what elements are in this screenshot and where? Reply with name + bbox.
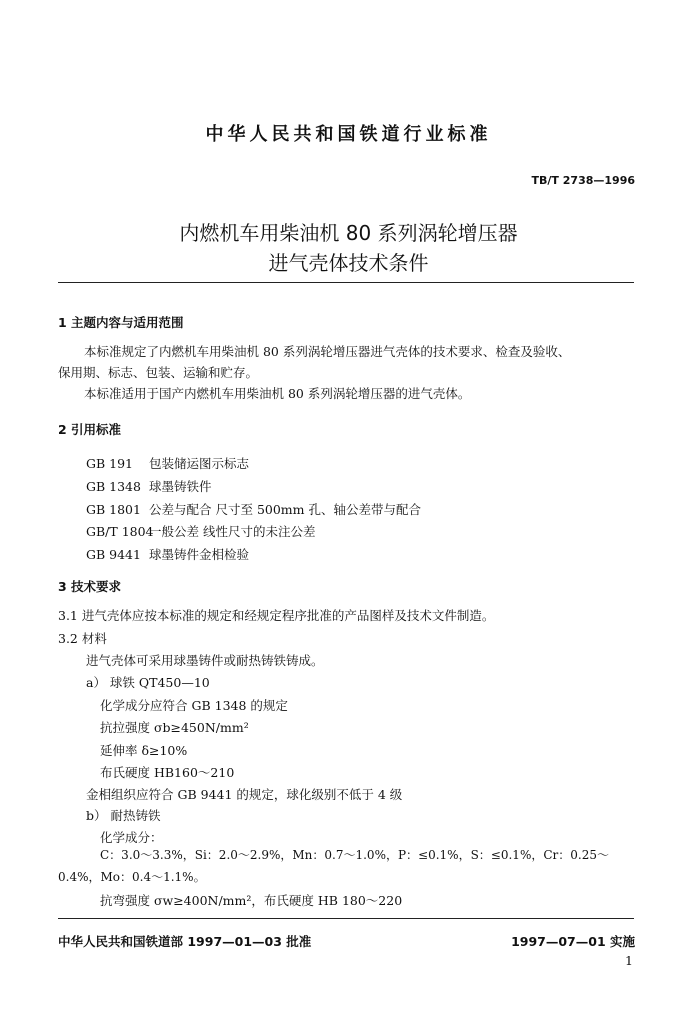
page-number: 1: [625, 953, 633, 968]
ref-title: 包装储运图示标志: [149, 456, 250, 471]
material-b-chem-line2: 0.4%，Mo：0.4～1.1%。: [58, 870, 206, 884]
ref-title: 一般公差 线性尺寸的未注公差: [149, 524, 316, 539]
ref-code: GB 1801: [86, 502, 141, 517]
material-a-elongation: 延伸率 δ≥10%: [100, 743, 188, 758]
title-divider: [58, 282, 634, 283]
material-b-chem-label: 化学成分：: [100, 830, 163, 845]
clause-3-2: 3.2 材料: [58, 631, 107, 646]
section1-para1-line2: 保用期、标志、包装、运输和贮存。: [58, 365, 259, 380]
ref-title: 球墨铸铁件: [149, 479, 212, 494]
ref-title: 公差与配合 尺寸至 500mm 孔、轴公差带与配合: [149, 502, 421, 517]
ref-item: [86, 454, 249, 472]
document-title-line2: 进气壳体技术条件: [268, 251, 429, 275]
material-a-hardness: 布氏硬度 HB160～210: [100, 765, 235, 780]
approval-statement: 中华人民共和国铁道部 1997—01—03 批准: [58, 934, 312, 949]
material-b-label: b） 耐热铸铁: [86, 808, 161, 823]
ref-code: GB 9441: [86, 547, 141, 562]
document-title-line1: 内燃机车用柴油机 80 系列涡轮增压器: [179, 221, 518, 245]
material-a-tensile: 抗拉强度 σb≥450N/mm²: [100, 720, 249, 735]
ref-code: GB 191: [86, 456, 134, 471]
issuing-authority-title: 中华人民共和国铁道行业标准: [205, 124, 492, 145]
ref-item: [86, 500, 421, 518]
material-a-label: a） 球铁 QT450—10: [86, 675, 210, 690]
ref-code: GB/T 1804: [86, 524, 154, 539]
material-b-bending: 抗弯强度 σw≥400N/mm²，布氏硬度 HB 180～220: [100, 893, 403, 908]
section1-heading: 1 主题内容与适用范围: [58, 315, 184, 330]
material-a-metallography: 金相组织应符合 GB 9441 的规定，球化级别不低于 4 级: [86, 787, 403, 802]
material-b-chem-line1: C：3.0～3.3%，Si：2.0～2.9%，Mn：0.7～1.0%，P：≤0.1%，S：≤0.1%，Cr：0.25～: [100, 848, 609, 862]
ref-title: 球墨铸件金相检验: [149, 547, 250, 562]
footer-divider: [58, 918, 634, 919]
clause-3-2-text: 进气壳体可采用球墨铸件或耐热铸铁铸成。: [86, 653, 324, 668]
ref-item: [86, 545, 249, 563]
clause-3-1: 3.1 进气壳体应按本标准的规定和经规定程序批准的产品图样及技术文件制造。: [58, 608, 495, 623]
section1-para2: 本标准适用于国产内燃机车用柴油机 80 系列涡轮增压器的进气壳体。: [84, 386, 471, 401]
ref-item: [86, 477, 212, 495]
implementation-date: 1997—07—01 实施: [511, 934, 635, 949]
ref-code: GB 1348: [86, 479, 141, 494]
material-a-chemistry: 化学成分应符合 GB 1348 的规定: [100, 698, 288, 713]
section1-para1-line1: 本标准规定了内燃机车用柴油机 80 系列涡轮增压器进气壳体的技术要求、检查及验收、: [84, 344, 571, 359]
section3-heading: 3 技术要求: [58, 579, 122, 594]
standard-code: TB/T 2738—1996: [531, 174, 635, 187]
section2-heading: 2 引用标准: [58, 422, 122, 437]
ref-item: [86, 522, 315, 540]
